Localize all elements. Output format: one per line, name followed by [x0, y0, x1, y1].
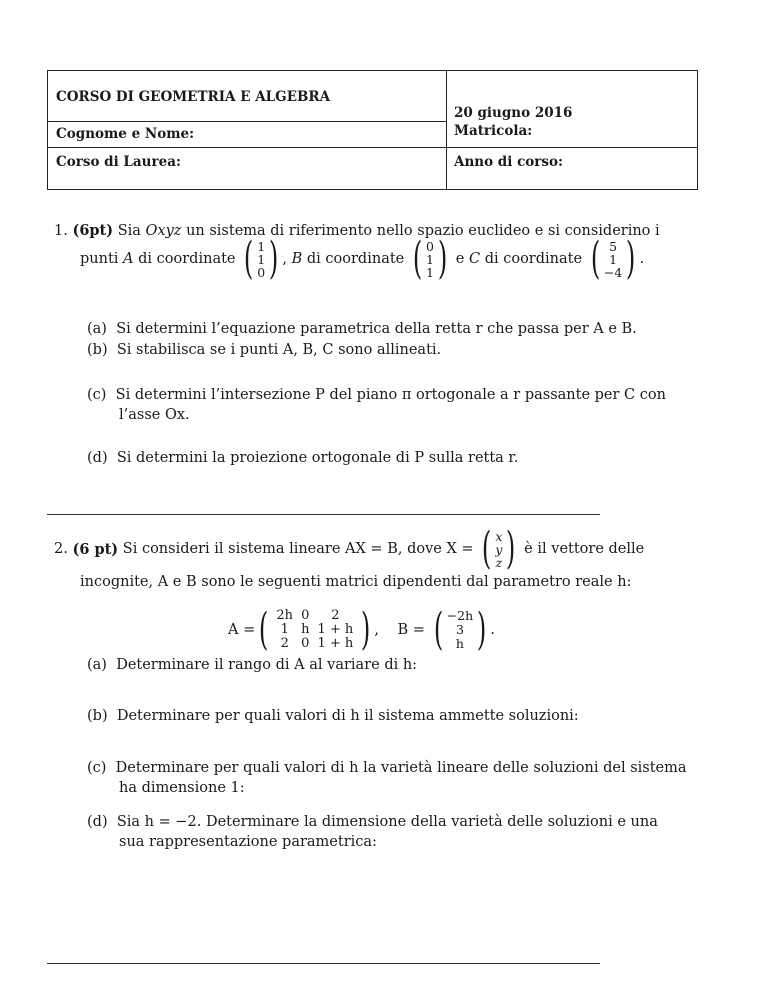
ex2-item-b: (b) Determinare per quali valori di h il sistema ammette soluzioni:	[87, 708, 579, 724]
ex1-B: B	[291, 251, 303, 267]
ex1-item-a: (a) Si determini l’equazione parametrica della retta r che passa per A e B.	[87, 321, 637, 337]
ex2-text-b: è il vettore delle	[524, 541, 645, 557]
ex1-item-c: (c) Si determini l’intersezione P del piano π ortogonale a r passante per C con	[87, 387, 666, 403]
header-table	[47, 70, 698, 190]
ex1-oxyz: Oxyz	[145, 223, 182, 239]
course-title: CORSO DI GEOMETRIA E ALGEBRA	[56, 89, 331, 105]
ex1-dicoord-c: di coordinate	[484, 251, 583, 267]
ex1-C: C	[468, 251, 481, 267]
ex2-intro	[54, 523, 645, 574]
vector-A: ( 1 1 0 )	[243, 233, 279, 284]
ex2-item-d-cont: sua rappresentazione parametrica:	[119, 834, 377, 850]
ex1-e: e	[455, 251, 465, 267]
ex1-number: 1.	[54, 223, 68, 239]
ex1-item-c-cont: l’asse Ox.	[119, 407, 190, 423]
vector-X: ( x y z )	[482, 523, 516, 574]
separator-1	[47, 514, 600, 515]
ex2-item-c-cont: ha dimensione 1:	[119, 780, 245, 796]
name-label: Cognome e Nome:	[56, 126, 195, 142]
ex1-item-d: (d) Si determini la proiezione ortogonale di P sulla retta r.	[87, 450, 519, 466]
ex2-points: (6 pt)	[72, 540, 119, 558]
header-rule-full	[48, 147, 697, 148]
corso-label: Corso di Laurea:	[56, 154, 181, 170]
ex2-number: 2.	[54, 541, 68, 557]
ex1-A: A	[123, 251, 134, 267]
ex1-points-line: punti A di coordinate ( 1 1 0 ) , B di coordinate ( 0 1 1 ) e C di coordinate ( 5 1 −4 ) .	[80, 233, 645, 284]
B-eq: B =	[397, 622, 425, 638]
ex1-dicoord-a: di coordinate	[138, 251, 236, 267]
matrix-A: ( 2h 0 2 1 h 1 + h 2 0 1 + h )	[259, 604, 371, 655]
ex2-item-d: (d) Sia h = −2. Determinare la dimensione della varietà delle soluzioni e una	[87, 814, 658, 830]
ex1-text-a: Sia	[117, 223, 141, 239]
anno-label: Anno di corso:	[454, 154, 564, 170]
vector-Bm: ( −2h 3 h )	[433, 604, 487, 655]
exam-date: 20 giugno 2016	[454, 105, 573, 121]
ex1-dicoord-b: di coordinate	[306, 251, 405, 267]
vector-B: ( 0 1 1 )	[412, 233, 448, 284]
A-eq: A =	[228, 622, 256, 638]
ex1-item-b: (b) Si stabilisca se i punti A, B, C sono allineati.	[87, 342, 442, 358]
separator-2	[47, 963, 600, 964]
ex1-text-b: un sistema di riferimento nello spazio euclideo e si considerino i	[186, 223, 660, 239]
matricola-label: Matricola:	[454, 123, 533, 139]
header-rule-left	[48, 121, 446, 122]
ex1-punti: punti	[80, 251, 119, 267]
vector-C: ( 5 1 −4 )	[590, 233, 636, 284]
ex2-text-a: Si consideri il sistema lineare AX = B, dove X =	[122, 541, 474, 557]
ex2-item-c: (c) Determinare per quali valori di h la varietà lineare delle soluzioni del sistema	[87, 760, 687, 776]
ex2-line2: incognite, A e B sono le seguenti matrici dipendenti dal parametro reale h:	[80, 574, 632, 590]
ex1-points: (6pt)	[72, 222, 114, 239]
header-divider	[446, 71, 447, 189]
ex2-matrices: A = ( 2h 0 2 1 h 1 + h 2 0 1 + h ) , B = ( −2h 3 h ) .	[228, 604, 495, 655]
ex2-item-a: (a) Determinare il rango di A al variare di h:	[87, 657, 418, 673]
